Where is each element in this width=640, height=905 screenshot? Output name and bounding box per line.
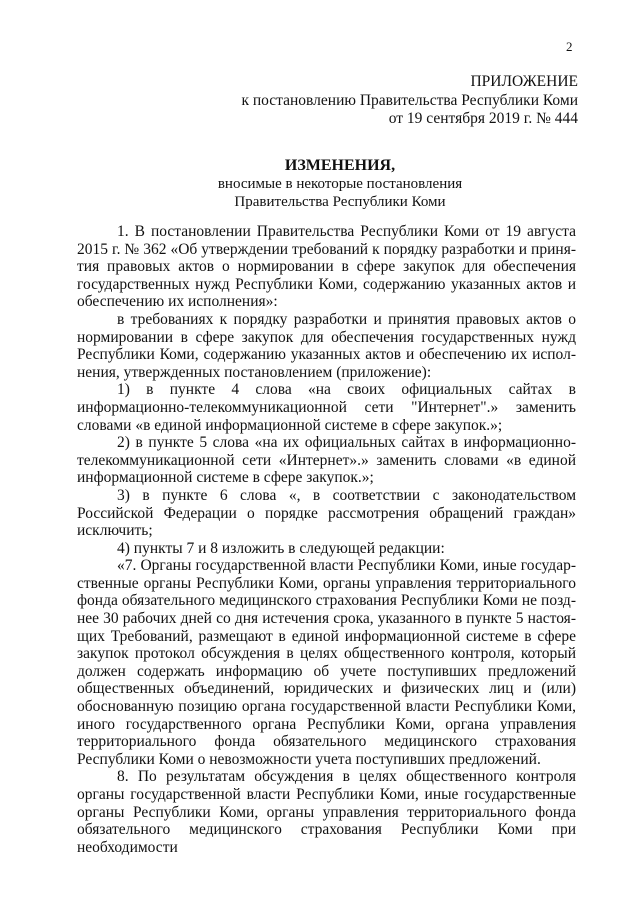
appendix-line-1: к постановлению Правительства Республики Коми	[241, 91, 578, 109]
document-title: ИЗМЕНЕНИЯ,	[284, 157, 396, 174]
document-body	[77, 223, 576, 856]
paragraph: 8. По результатам обсуждения в целях общественного контроля органы государственной власти Республики Коми, иные государственные органы Республики Коми, органы управления территориального фонда обязательного медицинского страхования Республики Коми при необходимости	[77, 768, 576, 856]
paragraph: 1. В постановлении Правительства Республики Коми от 19 августа 2015 г. № 362 «Об утверждении требований к порядку разработки и принятия правовых актов о нормировании в сфере закупок для обеспечения государственных нужд Республики Коми, содержанию указанных актов и обеспечению их исполнения»:	[77, 223, 576, 311]
paragraph: в требованиях к порядку разработки и принятия правовых актов о нормировании в сфере закупок для обеспечения государственных нужд Республики Коми, содержанию указанных актов и обеспечению их исполнения, утвержденных постановлением (приложение):	[77, 310, 576, 381]
document-subtitle-2: Правительства Республики Коми	[234, 193, 446, 210]
heading-block	[0, 156, 640, 211]
paragraph: 1) в пункте 4 слова «на своих официальных сайтах в информационно-телекоммуникационной сети "Интернет".» заменить словами «в единой информационной системе в сфере закупок.»;	[77, 381, 576, 434]
paragraph: 3) в пункте 6 слова «, в соответствии с законодательством Российской Федерации о порядке рассмотрения обращений граждан» исключить;	[77, 486, 576, 540]
document-subtitle-1: вносимые в некоторые постановления	[217, 176, 463, 192]
paragraph: 4) пункты 7 и 8 изложить в следующей редакции:	[117, 539, 445, 557]
appendix-block	[241, 73, 578, 129]
paragraph: «7. Органы государственной власти Республики Коми, иные государственные органы Республики Коми, органы управления территориального фонда обязательного медицинского страхования Республики Коми не позднее 30 рабочих дней со дня истечения срока, указанного в пункте 5 настоящих Требований, размещают в единой информационной системе в сфере закупок протокол обсуждения в целях общественного контроля, который должен содержать информацию об учете поступивших предложений общественных объединений, юридических и физических лиц и (или) обоснованную позицию органа государственной власти Республики Коми, иного государственного органа Республики Коми, органа управления территориального фонда обязательного медицинского страхования Республики Коми о невозможности учета поступивших предложений.	[77, 557, 576, 768]
appendix-line-2: от 19 сентября 2019 г. № 444	[388, 110, 578, 127]
paragraph: 2) в пункте 5 слова «на их официальных сайтах в информационно-телекоммуникационной сети «Интернет».» заменить словами «в единой информационной системе в сфере закупок.»;	[77, 434, 576, 487]
page-number: 2	[566, 39, 573, 54]
appendix-title: ПРИЛОЖЕНИЕ	[470, 73, 578, 90]
